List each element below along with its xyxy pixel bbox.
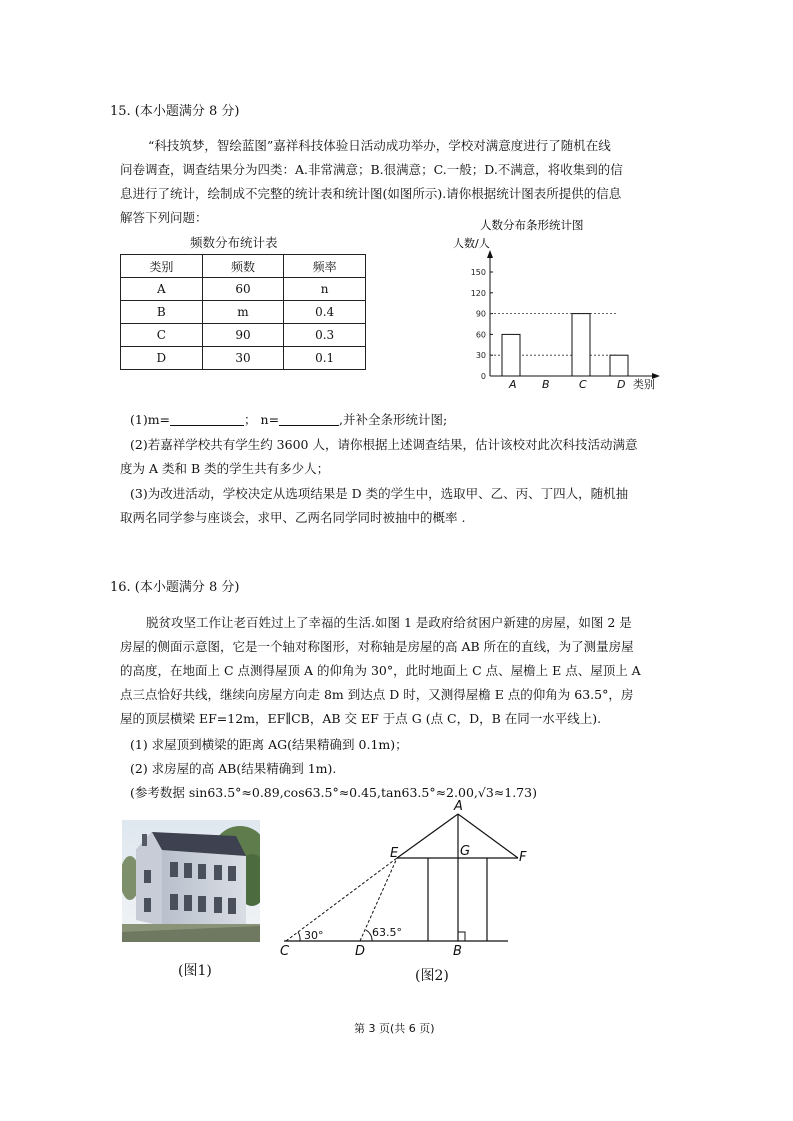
q15-para-line-2: 问卷调查，调查结果分为四类：A.非常满意；B.很满意；C.一般；D.不满意，将收集到的信	[120, 162, 623, 177]
q15-sub3-line-1: (3)为改进活动，学校决定从选项结果是 D 类的学生中，选取甲、乙、丙、丁四人，随机抽	[130, 486, 629, 501]
label-g: G	[460, 844, 471, 859]
roof-line-ef	[397, 814, 458, 858]
bar-chart	[440, 214, 680, 398]
q15-sub1-m: (1)m=	[130, 412, 171, 427]
house-photo	[122, 820, 260, 942]
table-row	[121, 347, 366, 370]
table-row	[121, 278, 366, 301]
x-category-label: B	[542, 378, 550, 391]
q16-para-line-5: 屋的顶层横梁 EF=12m，EF∥CB，AB 交 EF 于点 G (点 C，D，B 在同一水平线上).	[120, 711, 602, 726]
table-row	[121, 324, 366, 347]
table-cell: 60	[202, 278, 284, 301]
table-cell: 30	[202, 347, 284, 370]
table-cell: 0.4	[284, 301, 366, 324]
bar-a	[502, 334, 520, 376]
q15-sub3-line-2: 取两名同学参与座谈会，求甲、乙两名同学同时被抽中的概率 .	[120, 510, 466, 525]
angle-arc-c	[298, 932, 300, 941]
q16-sub1: (1) 求屋顶到横梁的距离 AG(结果精确到 0.1m)；	[130, 737, 408, 752]
x-category-label: D	[617, 378, 626, 391]
y-tick-label: 60	[475, 330, 486, 340]
table-cell: 0.1	[284, 347, 366, 370]
q15-para-line-1: “科技筑梦，智绘蓝图”嘉祥科技体验日活动成功举办，学校对满意度进行了随机在线	[148, 138, 611, 153]
y-tick-label: 30	[475, 351, 486, 361]
table-header-cell: 频率	[284, 255, 366, 278]
table-cell: m	[202, 301, 284, 324]
y-axis-arrow	[487, 250, 493, 258]
table-cell: n	[284, 278, 366, 301]
q16-reference-data: (参考数据 sin63.5°≈0.89,cos63.5°≈0.45,tan63.5°≈2.00,√3≈1.73)	[130, 785, 537, 800]
table-header-cell: 频数	[202, 255, 284, 278]
bar-c	[572, 314, 590, 376]
angle-c-label: 30°	[304, 929, 324, 942]
q16-para-line-2: 房屋的侧面示意图，它是一个轴对称图形，对称轴是房屋的高 AB 所在的直线，为了测量房屋	[120, 639, 634, 654]
q15-para-line-3: 息进行了统计，绘制成不完整的统计表和统计图(如图所示).请你根据统计图表所提供的信息	[120, 186, 622, 201]
table-cell: D	[121, 347, 203, 370]
table-row	[121, 301, 366, 324]
table-cell: A	[121, 278, 203, 301]
answer-blank-n[interactable]	[279, 413, 339, 426]
page-footer: 第 3 页(共 6 页)	[354, 1022, 435, 1035]
x-category-label: A	[509, 378, 517, 391]
label-a: A	[454, 800, 463, 814]
chart-title: 人数分布条形统计图	[480, 218, 584, 232]
answer-blank-m[interactable]	[170, 413, 244, 426]
chart-ylabel: 人数/人	[453, 237, 490, 250]
x-category-label: C	[579, 378, 587, 391]
q15-sub1-n: ； n=	[244, 412, 280, 427]
angle-d-label: 63.5°	[372, 926, 402, 939]
q15-heading: 15. (本小题满分 8 分)	[110, 104, 240, 119]
q15-sub2-line-2: 度为 A 类和 B 类的学生共有多少人；	[120, 461, 330, 476]
q16-para-line-1: 脱贫攻坚工作让老百姓过上了幸福的生活.如图 1 是政府给贫困户新建的房屋，如图 2 是	[146, 615, 632, 630]
label-f: F	[519, 850, 527, 865]
table-cell: B	[121, 301, 203, 324]
chart-xlabel: 类别	[633, 378, 655, 391]
label-e: E	[390, 846, 399, 861]
figure-2-caption: (图2)	[415, 968, 449, 984]
q16-heading: 16. (本小题满分 8 分)	[110, 580, 240, 595]
figure-1-caption: (图1)	[178, 963, 212, 979]
q15-sub2-line-1: (2)若嘉祥学校共有学生约 3600 人，请你根据上述调查结果，估计该校对此次科技活动满意	[130, 437, 638, 452]
y-tick-label: 150	[470, 268, 486, 277]
right-angle-mark	[458, 932, 465, 941]
y-tick-label: 0	[480, 372, 486, 381]
y-tick-label: 90	[475, 309, 486, 319]
bar-d	[610, 355, 628, 376]
label-d: D	[355, 944, 366, 959]
table-cell: C	[121, 324, 203, 347]
q15-sub1-tail: ,并补全条形统计图;	[339, 412, 448, 427]
q16-sub2: (2) 求房屋的高 AB(结果精确到 1m).	[130, 761, 337, 776]
label-b: B	[453, 944, 462, 959]
freq-table-title: 频数分布统计表	[190, 235, 278, 250]
table-cell: 0.3	[284, 324, 366, 347]
table-header-cell: 类别	[121, 255, 203, 278]
q16-para-line-3: 的高度，在地面上 C 点测得屋顶 A 的仰角为 30°，此时地面上 C 点、屋檐上 E 点、屋顶上 A	[120, 663, 641, 678]
freq-table	[120, 254, 366, 370]
house-side-diagram	[270, 800, 540, 990]
q15-para-line-4: 解答下列问题：	[120, 210, 208, 225]
table-header-row	[121, 255, 366, 278]
y-tick-label: 120	[470, 288, 486, 298]
label-c: C	[280, 944, 290, 959]
q15-sub1	[130, 412, 447, 428]
q16-para-line-4: 点三点恰好共线，继续向房屋方向走 8m 到达点 D 时，又测得屋檐 E 点的仰角为 63.5°，房	[120, 687, 634, 702]
table-cell: 90	[202, 324, 284, 347]
